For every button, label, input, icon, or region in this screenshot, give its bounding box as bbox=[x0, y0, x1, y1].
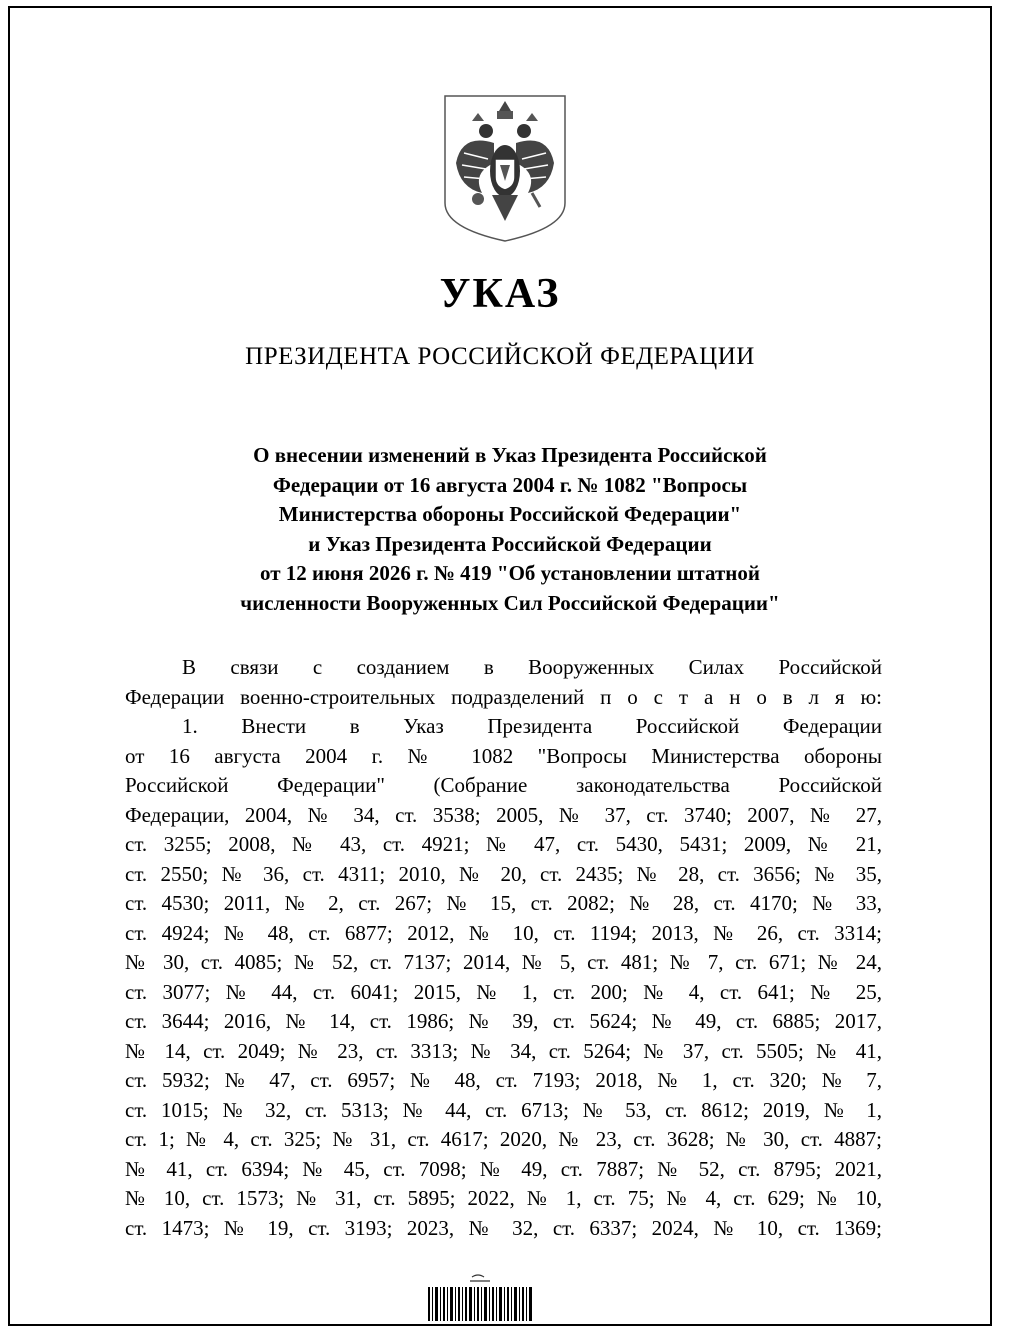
heading-line: от 12 июня 2026 г. № 419 "Об установлении штатной bbox=[260, 561, 760, 585]
barcode-icon bbox=[426, 1273, 536, 1321]
body-line: № 10, ст. 1573; № 31, ст. 5895; 2022, № 1, ст. 75; № 4, ст. 629; № 10, bbox=[125, 1186, 882, 1210]
body-line: Федерации, 2004, № 34, ст. 3538; 2005, № 37, ст. 3740; 2007, № 27, bbox=[125, 802, 882, 827]
body-line: ст. 1015; № 32, ст. 5313; № 44, ст. 6713; № 53, ст. 8612; 2019, № 1, bbox=[125, 1097, 882, 1122]
decree-subtitle: ПРЕЗИДЕНТА РОССИЙСКОЙ ФЕДЕРАЦИИ bbox=[245, 343, 755, 370]
body-line: ст. 3644; 2016, № 14, ст. 1986; № 39, ст. 5624; № 49, ст. 6885; 2017, bbox=[125, 1009, 882, 1033]
heading-line: Федерации от 16 августа 2004 г. № 1082 "Вопросы bbox=[272, 472, 748, 497]
body-line: № 41, ст. 6394; № 45, ст. 7098; № 49, ст. 7887; № 52, ст. 8795; 2021, bbox=[125, 1156, 882, 1181]
body-line: № 30, ст. 4085; № 52, ст. 7137; 2014, № 5, ст. 481; № 7, ст. 671; № 24, bbox=[125, 950, 882, 974]
decree-title: УКАЗ bbox=[439, 271, 561, 317]
decree-heading bbox=[130, 441, 890, 618]
coat-of-arms-icon bbox=[442, 93, 568, 243]
body-line: В связи с созданием в Вооруженных Силах Российской bbox=[182, 655, 882, 679]
body-line: ст. 3255; 2008, № 43, ст. 4921; № 47, ст. 5430, 5431; 2009, № 21, bbox=[125, 832, 882, 856]
body-line: ст. 2550; № 36, ст. 4311; 2010, № 20, ст. 2435; № 28, ст. 3656; № 35, bbox=[125, 861, 882, 886]
body-line: ст. 3077; № 44, ст. 6041; 2015, № 1, ст. 200; № 4, ст. 641; № 25, bbox=[125, 979, 882, 1004]
body-line: ст. 1; № 4, ст. 325; № 31, ст. 4617; 2020, № 23, ст. 3628; № 30, ст. 4887; bbox=[125, 1127, 882, 1151]
body-line: ст. 4924; № 48, ст. 6877; 2012, № 10, ст. 1194; 2013, № 26, ст. 3314; bbox=[125, 920, 882, 945]
document-page bbox=[8, 6, 992, 1326]
body-line: ст. 4530; 2011, № 2, ст. 267; № 15, ст. 2082; № 28, ст. 4170; № 33, bbox=[125, 891, 882, 915]
body-line: ст. 1473; № 19, ст. 3193; 2023, № 32, ст. 6337; 2024, № 10, ст. 1369; bbox=[125, 1215, 882, 1240]
heading-line: Министерства обороны Российской Федерации" bbox=[278, 502, 742, 526]
heading-line: численности Вооруженных Сил Российской Федерации" bbox=[240, 590, 780, 615]
heading-line: и Указ Президента Российской Федерации bbox=[308, 531, 712, 556]
body-line: от 16 августа 2004 г. № 1082 "Вопросы Министерства обороны bbox=[125, 743, 882, 768]
body-line: Российской Федерации" (Собрание законодательства Российской bbox=[125, 773, 882, 797]
heading-line: О внесении изменений в Указ Президента Российской bbox=[253, 443, 767, 467]
body-line: ст. 5932; № 47, ст. 6957; № 48, ст. 7193; 2018, № 1, ст. 320; № 7, bbox=[125, 1068, 882, 1092]
body-line: № 14, ст. 2049; № 23, ст. 3313; № 34, ст. 5264; № 37, ст. 5505; № 41, bbox=[125, 1038, 882, 1063]
body-line: 1. Внести в Указ Президента Российской Федерации bbox=[182, 714, 882, 738]
body-line: Федерации военно-строительных подразделений п о с т а н о в л я ю: bbox=[125, 684, 882, 709]
decree-body bbox=[125, 653, 882, 1243]
